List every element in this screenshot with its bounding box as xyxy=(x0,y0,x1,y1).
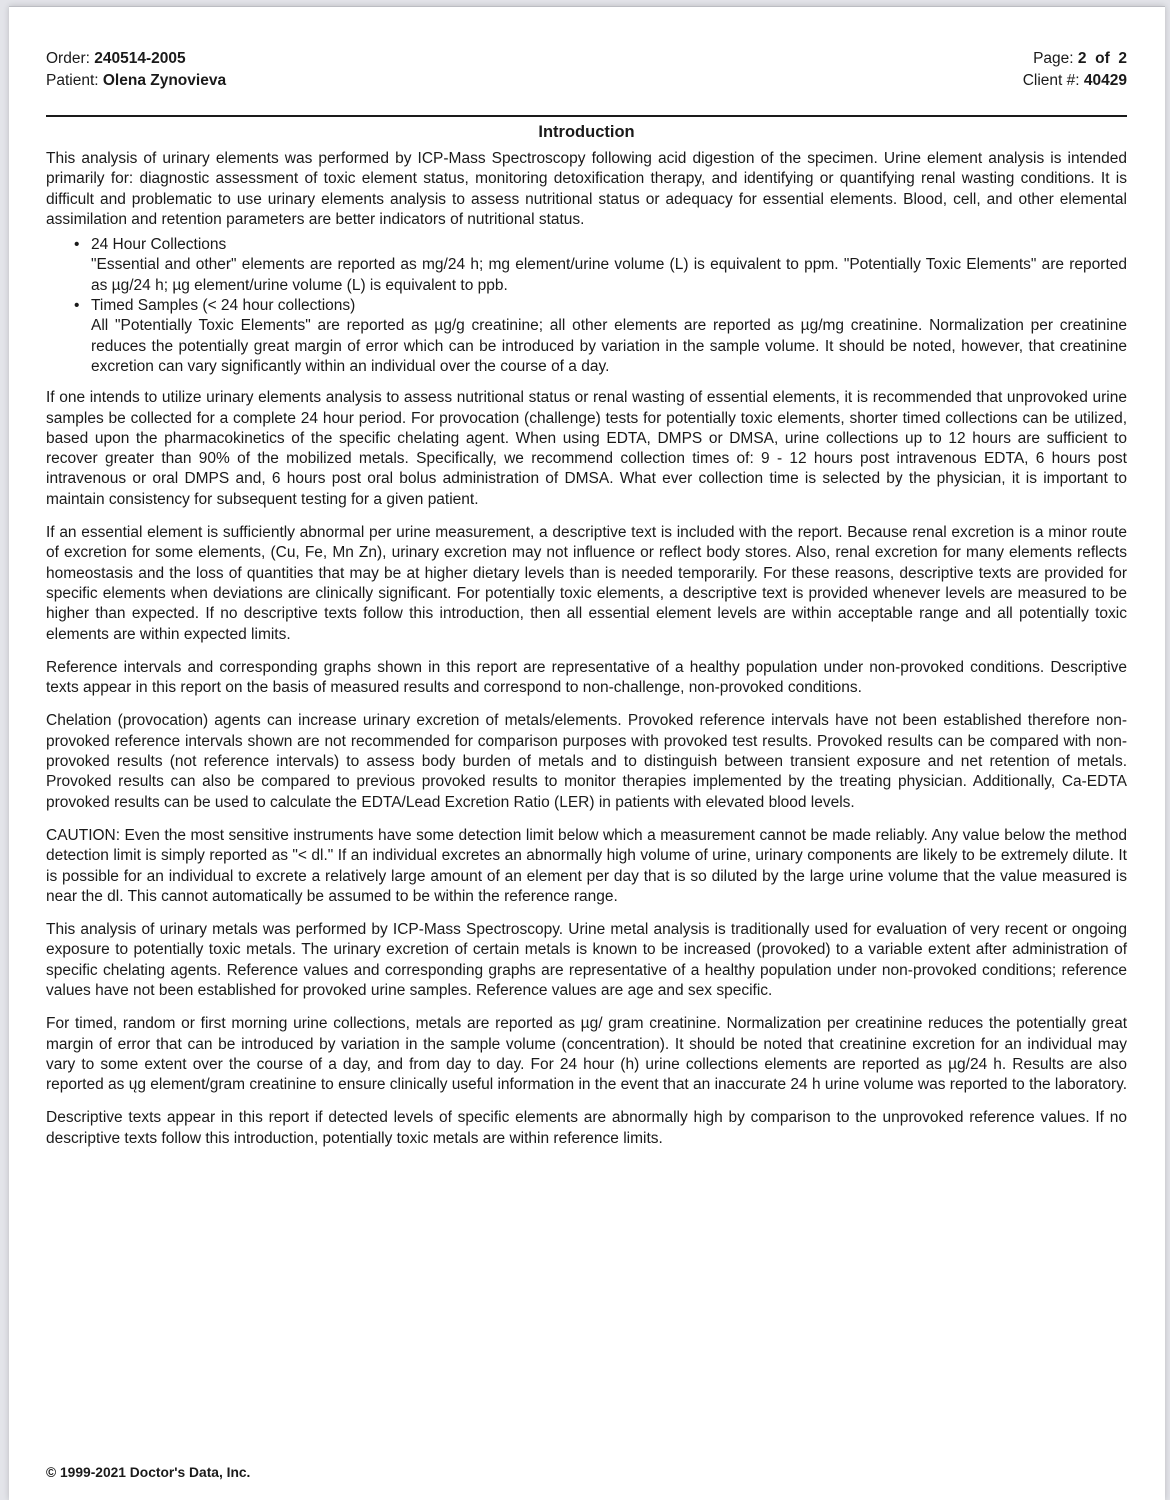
client-label: Client #: xyxy=(1022,72,1080,89)
page-content xyxy=(9,7,1165,1500)
header-left-block xyxy=(46,48,226,92)
page-label: Page: xyxy=(1033,50,1074,67)
body-paragraph: Chelation (provocation) agents can increase urinary excretion of metals/elements. Provoked reference intervals have not been established therefore non-provoked reference intervals shown are not recommended for comparison purposes with provoked test results. Provoked results can be compared with non-provoked results (not reference intervals) to assess body burden of metals and to distinguish between transient exposure and net retention of metals. Provoked results can also be compared to previous provoked results to monitor therapies implemented by the treating physician. Additionally, Ca-EDTA provoked results can be used to calculate the EDTA/Lead Excretion Ratio (LER) in patients with elevated blood levels. xyxy=(46,712,1127,811)
intro-paragraph: This analysis of urinary elements was performed by ICP-Mass Spectroscopy following acid digestion of the specimen. Urine element analysis is intended primarily for: diagnostic assessment of toxic element status, monitoring detoxification therapy, and identifying or quantifying renal wasting conditions. It is difficult and problematic to use urinary elements analysis to assess nutritional status or adequacy for essential elements. Blood, cell, and other elemental assimilation and retention parameters are better indicators of nutritional status. xyxy=(46,150,1127,228)
collection-types-list xyxy=(46,235,1127,377)
bullet-body: "Essential and other" elements are reported as mg/24 h; mg element/urine volume (L) is equivalent to ppm. "Potentially Toxic Elements" are reported as µg/24 h; µg element/urine volume (L) is equivalent to ppb. xyxy=(91,256,1127,294)
bullet-title: 24 Hour Collections xyxy=(91,236,227,254)
bullet-title: Timed Samples (< 24 hour collections) xyxy=(91,297,356,315)
body-paragraph: This analysis of urinary metals was performed by ICP-Mass Spectroscopy. Urine metal analysis is traditionally used for evaluation of very recent or ongoing exposure to potentially toxic metals. The urinary excretion of certain metals is known to be increased (provoked) to a variable extent after administration of specific chelating agents. Reference values and corresponding graphs are representative of a healthy population under non-provoked conditions; reference values have not been established for provoked urine samples. Reference values are age and sex specific. xyxy=(46,921,1127,999)
report-header xyxy=(46,48,1127,92)
patient-label: Patient: xyxy=(46,72,99,89)
body-paragraph: For timed, random or first morning urine collections, metals are reported as µg/ gram creatinine. Normalization per creatinine reduces the potentially great margin of error that can be introduced by variation in the sample volume (concentration). It should be noted that creatinine excretion for an individual may vary to some extent over the course of a day, and from day to day. For 24 hour (h) urine collections elements are reported as µg/24 h. Results are also reported as ųg element/gram creatinine to ensure clinically useful information in the event that an inaccurate 24 h urine volume was reported to the laboratory. xyxy=(46,1015,1128,1094)
body-paragraph: CAUTION: Even the most sensitive instruments have some detection limit below which a measurement cannot be made reliably. Any value below the method detection limit is simply reported as "< dl." If an individual excretes an abnormally high volume of urine, urinary components are likely to be extremely dilute. It is possible for an individual to excrete a relatively large amount of an element per day that is so diluted by the large urine volume that the value measured is near the dl. This cannot automatically be assumed to be within the reference range. xyxy=(46,826,1127,905)
body-paragraph: Descriptive texts appear in this report if detected levels of specific elements are abnormally high by comparison to the unprovoked reference values. If no descriptive texts follow this introduction, potentially toxic metals are within reference limits. xyxy=(46,1109,1127,1147)
body-paragraph: If one intends to utilize urinary elements analysis to assess nutritional status or renal wasting of essential elements, it is recommended that unprovoked urine samples be collected for a complete 24 hour period. For provocation (challenge) tests for potentially toxic elements, shorter timed collections can be utilized, based upon the pharmacokinetics of the specific chelating agent. When using EDTA, DMPS or DMSA, urine collections up to 12 hours are sufficient to recover greater than 90% of the mobilized metals. Specifically, we recommend collection times of: 9 - 12 hours post intravenous EDTA, 6 hours post intravenous or oral DMPS and, 6 hours post oral bolus administration of DMSA. What ever collection time is selected by the physician, it is important to maintain consistency for subsequent testing for a given patient. xyxy=(46,389,1127,508)
client-value: 40429 xyxy=(1083,72,1127,89)
body-paragraph: If an essential element is sufficiently abnormal per urine measurement, a descriptive text is included with the report. Because renal excretion is a minor route of excretion for some elements, (Cu, Fe, Mn Zn), urinary excretion may not influence or reflect body stores. Also, renal excretion for many elements reflects homeostasis and the loss of quantities that may be at higher dietary levels than is needed temporarily. For these reasons, descriptive texts are provided for specific elements when deviations are clinically significant. For potentially toxic elements, a descriptive text is provided whenever levels are measured to be higher than expected. If no descriptive texts follow this introduction, then all essential element levels are within acceptable range and all potentially toxic elements are within expected limits. xyxy=(46,524,1127,643)
bullet-body: All "Potentially Toxic Elements" are reported as µg/g creatinine; all other elements are reported as µg/mg creatinine. Normalization per creatinine reduces the potentially great margin of error which can be introduced by variation in the sample volume. It should be noted, however, that creatinine excretion can vary significantly within an individual over the course of a day. xyxy=(91,317,1127,375)
bullet-icon: • xyxy=(74,297,80,315)
order-label: Order: xyxy=(46,50,90,67)
body-paragraph: Reference intervals and corresponding graphs shown in this report are representative of a healthy population under non-provoked conditions. Descriptive texts appear in this report on the basis of measured results and correspond to non-challenge, non-provoked conditions. xyxy=(46,658,1127,697)
report-page xyxy=(9,6,1165,1500)
client-row xyxy=(1023,70,1127,92)
order-row xyxy=(46,48,226,70)
patient-value: Olena Zynovieva xyxy=(102,72,227,89)
page-number-value: 2 of 2 xyxy=(1077,50,1127,67)
list-item xyxy=(74,296,1127,377)
order-value: 240514-2005 xyxy=(94,50,186,67)
header-right-block xyxy=(1023,48,1127,92)
bullet-icon: • xyxy=(74,236,80,254)
section-title: Introduction xyxy=(538,123,635,141)
patient-row xyxy=(46,70,226,92)
header-divider xyxy=(46,115,1127,117)
copyright-footer: © 1999-2021 Doctor's Data, Inc. xyxy=(46,1465,251,1480)
list-item xyxy=(74,235,1127,296)
page-number-row xyxy=(1023,48,1127,70)
